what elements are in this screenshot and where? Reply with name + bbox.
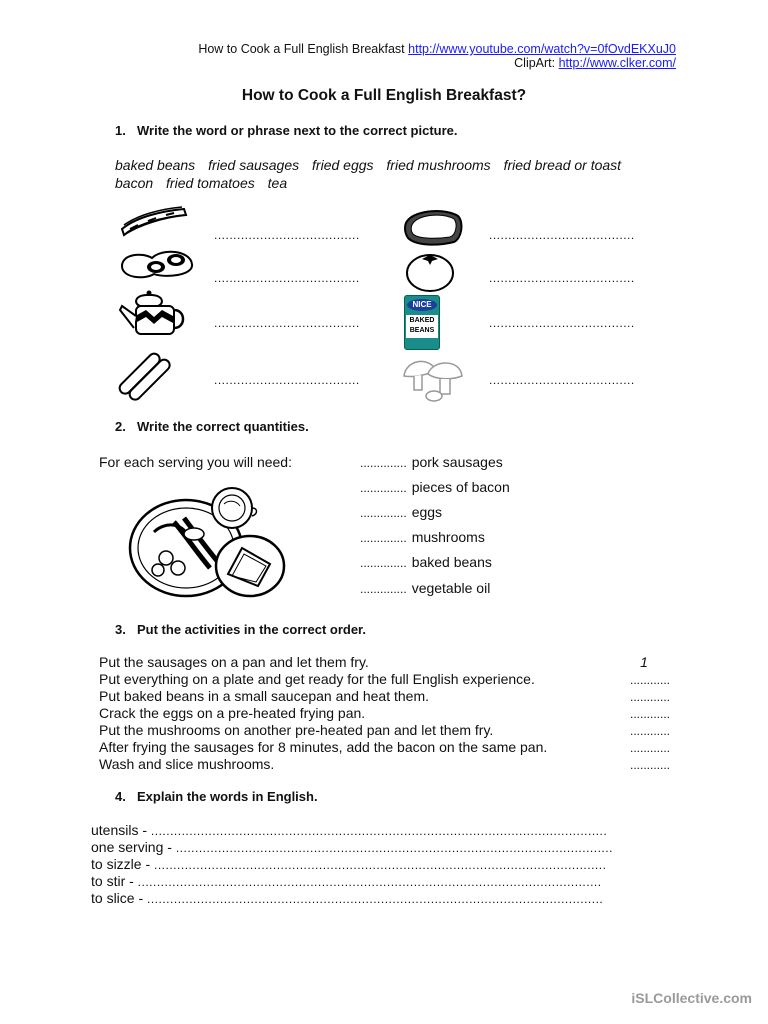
quantity-blank[interactable]: .............. [360, 481, 407, 495]
word-baked-beans: baked beans [115, 157, 196, 173]
explain-row-to-stir [91, 873, 602, 889]
quantity-blank[interactable]: .............. [360, 582, 407, 596]
term-label: utensils - [91, 822, 151, 838]
sausages-icon [118, 352, 174, 398]
q2-intro: For each serving you will need: [99, 454, 292, 470]
explain-row-to-slice [91, 890, 603, 906]
word-fried-bread: fried bread or toast [503, 157, 622, 173]
answer-blank-eggs[interactable]: ...................................... [214, 271, 360, 285]
term-label: to sizzle - [91, 856, 155, 872]
activity-text: Put the sausages on a pan and let them fry. [99, 654, 369, 670]
activity-text: Crack the eggs on a pre-heated frying pan. [99, 705, 366, 721]
explain-blank[interactable]: .................................................................................................................. [175, 841, 613, 855]
header-line-1 [198, 42, 676, 56]
explain-blank[interactable]: ....................................................................................................................... [150, 824, 608, 838]
q1-number: 1. [115, 123, 126, 138]
q4-heading-text: Explain the words in English. [137, 789, 318, 804]
q2-heading-text: Write the correct quantities. [137, 419, 309, 434]
word-fried-mushrooms: fried mushrooms [386, 157, 491, 173]
quantity-blank[interactable]: .............. [360, 531, 407, 545]
answer-blank-tomato[interactable]: ...................................... [489, 271, 635, 285]
header-title-text: How to Cook a Full English Breakfast [198, 42, 409, 56]
quantity-row [360, 529, 485, 545]
order-blank[interactable]: ............ [629, 707, 670, 721]
quantity-row [360, 454, 503, 470]
answer-blank-tea[interactable]: ...................................... [214, 316, 360, 330]
order-blank[interactable]: ............ [629, 690, 670, 704]
word-fried-eggs: fried eggs [312, 157, 374, 173]
worksheet-title: How to Cook a Full English Breakfast? [241, 87, 527, 104]
quantity-item-label: pieces of bacon [411, 479, 510, 495]
activity-text: Put everything on a plate and get ready for the full English experience. [99, 671, 535, 687]
footer-watermark: iSLCollective.com [631, 990, 752, 1006]
bacon-icon [118, 205, 188, 241]
q4-number: 4. [115, 789, 126, 804]
explain-row-to-sizzle [91, 856, 606, 872]
breakfast-plate-icon [124, 482, 286, 602]
q2-number: 2. [115, 419, 126, 434]
header-line-2 [514, 56, 676, 70]
q3-heading-text: Put the activities in the correct order. [137, 622, 367, 637]
order-number: 1 [640, 654, 648, 670]
explain-blank[interactable]: ...................................................................................................................... [154, 858, 607, 872]
activity-text: Put baked beans in a small saucepan and heat them. [99, 688, 429, 704]
can-label-nice: NICE [407, 299, 437, 311]
quantity-item-label: mushrooms [411, 529, 485, 545]
word-tea: tea [267, 175, 288, 191]
answer-blank-toast[interactable]: ...................................... [489, 228, 635, 242]
quantity-item-label: vegetable oil [411, 580, 491, 596]
q3-number: 3. [115, 622, 126, 637]
answer-blank-mushrooms[interactable]: ...................................... [489, 373, 635, 387]
explain-row-one-serving [91, 839, 613, 855]
answer-blank-beans[interactable]: ...................................... [489, 316, 635, 330]
explain-row-utensils [91, 822, 607, 838]
term-label: one serving - [91, 839, 176, 855]
mushrooms-icon [400, 352, 466, 402]
q3-heading [115, 622, 366, 637]
order-blank[interactable]: ............ [629, 758, 670, 772]
baked-beans-can-icon [404, 295, 440, 350]
quantity-row [360, 479, 510, 495]
quantity-blank[interactable]: .............. [360, 456, 407, 470]
quantity-row [360, 580, 490, 596]
order-blank[interactable]: ............ [629, 673, 670, 687]
order-blank[interactable]: ............ [629, 724, 670, 738]
q4-heading [115, 789, 318, 804]
q2-heading [115, 419, 309, 434]
teapot-icon [116, 290, 188, 340]
quantity-item-label: baked beans [411, 554, 492, 570]
term-label: to slice - [91, 890, 148, 906]
explain-blank[interactable]: ....................................................................................................................... [147, 892, 604, 906]
youtube-link[interactable]: http://www.youtube.com/watch?v=0fOvdEKXuJ0 [408, 42, 676, 56]
can-label-baked-beans: BAKED BEANS [406, 315, 438, 338]
activity-text: Put the mushrooms on another pre-heated pan and let them fry. [99, 722, 494, 738]
quantity-blank[interactable]: .............. [360, 506, 407, 520]
order-blank[interactable]: ............ [629, 741, 670, 755]
toast-icon [402, 208, 464, 248]
q1-word-bank [115, 156, 715, 192]
q1-heading [115, 123, 458, 138]
clipart-label: ClipArt: [514, 56, 559, 70]
word-fried-sausages: fried sausages [208, 157, 300, 173]
activity-text: After frying the sausages for 8 minutes, add the bacon on the same pan. [99, 739, 548, 755]
quantity-row [360, 554, 492, 570]
answer-blank-bacon[interactable]: ...................................... [214, 228, 360, 242]
explain-blank[interactable]: ......................................................................................................................... [137, 875, 602, 889]
word-bacon: bacon [115, 175, 154, 191]
q1-heading-text: Write the word or phrase next to the correct picture. [137, 123, 458, 138]
tomato-icon [404, 249, 456, 293]
quantity-row [360, 504, 442, 520]
answer-blank-sausages[interactable]: ...................................... [214, 373, 360, 387]
word-fried-tomatoes: fried tomatoes [166, 175, 255, 191]
fried-eggs-icon [118, 246, 196, 282]
quantity-item-label: pork sausages [411, 454, 503, 470]
quantity-item-label: eggs [411, 504, 443, 520]
quantity-blank[interactable]: .............. [360, 556, 407, 570]
term-label: to stir - [91, 873, 138, 889]
clker-link[interactable]: http://www.clker.com/ [558, 56, 676, 70]
activity-text: Wash and slice mushrooms. [99, 756, 275, 772]
